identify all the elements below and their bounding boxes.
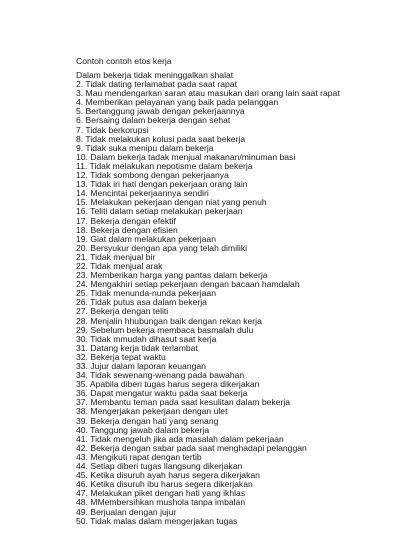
document-title: Contoh contoh etos kerja [76, 56, 172, 66]
list-item: 41. Tidak mengeluh jika ada masalah dalam pekerjaan [76, 433, 284, 444]
list-item: 39. Bekerja dengan hati yang senang [76, 415, 219, 426]
list-item: 47. Melakukan piket dengan hati yang ikhlas [76, 488, 246, 499]
list-item: 11. Tidak melakukan nepotisme dalam bekerja [76, 160, 253, 171]
list-item: 13. Tidak iri hati dengan pekerjaan orang lain [76, 179, 248, 190]
list-item: 26. Tidak putus asa dalam bekerja [76, 297, 207, 308]
list-item: 17. Bekerja dengan efektif [76, 215, 176, 226]
list-item: 7. Tidak berkorupsi [76, 124, 149, 135]
list-item: 38. Mengerjakan pekerjaan dengan ulet [76, 406, 228, 417]
list-item: 6. Bersaing dalam bekerja dengan sehat [76, 115, 231, 126]
list-item: 29. Sebelum bekerja membaca basmalah dulu [76, 324, 254, 335]
list-item: 8. Tidak melakukan kolusi pada saat bekerja [76, 133, 246, 144]
list-item: 22. Tidak menjual arak [76, 260, 163, 271]
list-item: 15. Melakukan pekerjaan dengan niat yang penuh [76, 197, 267, 208]
list-item: 27. Bekerja dengan teliti [76, 306, 169, 317]
list-item: 10. Dalam bekerja tadak menjual makanan/minuman basi [76, 151, 296, 162]
list-item: 23. Memberikan harga yang pantas dalam bekerja [76, 270, 268, 281]
list-item: 30. Tidak mmudah dihasut saat kerja [76, 333, 217, 344]
list-item: 40. Tanggung jawab dalam bekerja [76, 424, 210, 435]
list-item: 34. Tidak sewenang-wenang pada bawahan [76, 370, 245, 381]
list-item: 42. Bekerja dengan sabar pada saat menghadapi pelanggan [76, 442, 307, 453]
work-ethic-list [76, 71, 340, 526]
list-item: 9. Tidak suka menipu dalam bekerja [76, 142, 214, 153]
list-item: 18. Bekerja dengan efisien [76, 224, 178, 235]
list-item: 19. Giat dalam melakukan pekerjaan [76, 233, 216, 244]
list-item: 3. Mau mendengarkan saran atau masukan dari orang lain saat rapat [76, 88, 340, 99]
list-item: 4. Memberikan pelayanan yang baik pada pelanggan [76, 97, 279, 108]
list-item: 36. Dapat mengatur waktu pada saat bekerja [76, 388, 248, 399]
list-item: 25. Tidak menunda-nunda pekerjaan [76, 288, 216, 299]
list-item: 33. Jujur dalam laporan keuangan [76, 361, 206, 371]
list-item: 32. Bekerja tepat waktu [76, 351, 166, 362]
list-item: 21. Tidak menjual bir [76, 251, 156, 262]
list-item: Dalam bekerja tidak meninggalkan shalat [76, 70, 234, 80]
list-item: 45. Ketika disuruh ayah harus segera dikerjakan [76, 470, 260, 481]
list-item: 28. Menjalin hhubungan baik dengan rekan kerja [76, 315, 262, 326]
list-item: 43. Mengikuti rapat dengan tertib [76, 451, 202, 462]
list-item: 12. Tidak sombong dengan pekerjaanya [76, 170, 229, 181]
list-item: 46. Ketika disuruh ibu harus segera dikerjakan [76, 479, 253, 490]
list-item: 5. Bertanggung jawab dengan pekerjaannya [76, 106, 245, 117]
list-item: 20. Bersyukur dengan apa yang telah dimiliki [76, 242, 248, 253]
list-item: 24. Mengakhiri setiap pekerjaan dengan bacaan hamdalah [76, 279, 300, 290]
list-item: 48. MMembersihkan mushola tanpa imbalan [76, 497, 246, 508]
list-item: 50. Tidak malas dalam mengerjakan tugas [76, 515, 238, 526]
list-item: 14. Mencintai pekerjaannya sendiri [76, 188, 209, 199]
list-item: 35. Apabila diberi tugas harus segera dikerjakan [76, 379, 260, 390]
list-item: 37. Membantu teman pada saat kesulitan dalam bekerja [76, 397, 291, 408]
list-item: 2. Tidak dating terlamabat pada saat rapat [76, 79, 237, 90]
list-item: 16. Teliti dalam setiap melakukan pekerjaan [76, 206, 243, 217]
list-item: 44. Setiap diberi tugas llangsung dikerjakan [76, 461, 243, 472]
list-item: 31. Datang kerja tidak terlambat [76, 342, 198, 353]
list-item: 49. Berjualan dengan jujur [76, 506, 177, 517]
